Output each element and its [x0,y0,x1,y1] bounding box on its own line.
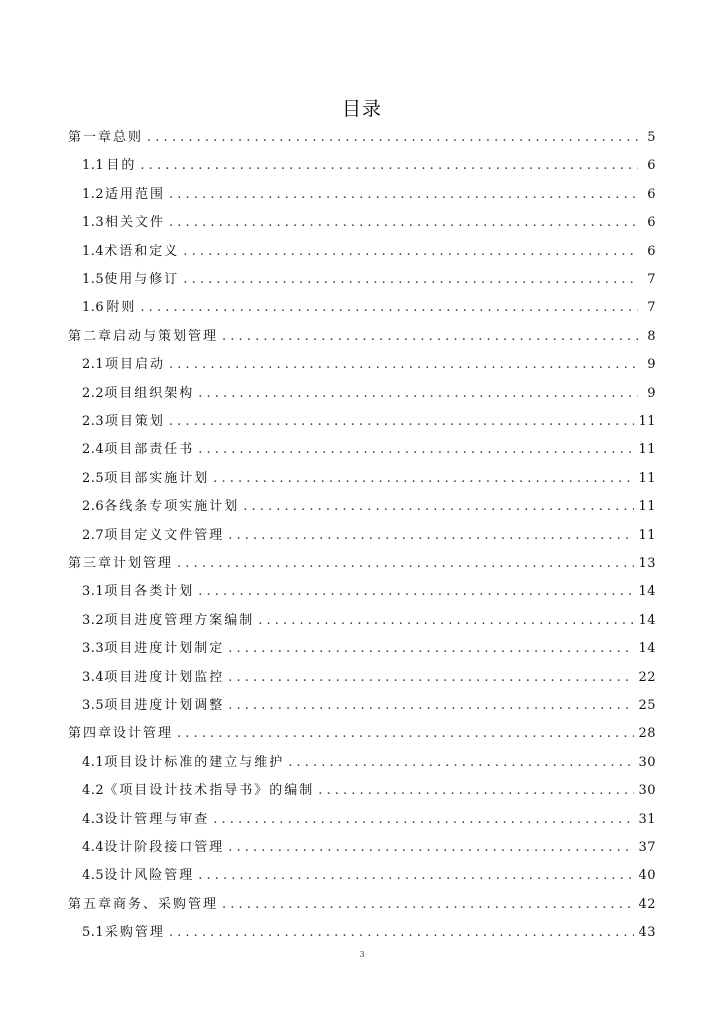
toc-dot-leader [213,812,634,828]
toc-entry-section[interactable] [68,834,656,856]
toc-entry-page: 14 [638,641,656,657]
toc-dot-leader [222,329,638,345]
toc-dot-leader [169,925,635,941]
toc-entry-label: 项目进度计划监控 [104,669,225,685]
toc-entry-label: 启动与策划管理 [113,328,219,344]
toc-entry-page: 43 [638,925,656,941]
toc-entry-number: 5.1 [82,925,105,941]
toc-entry-section[interactable] [68,181,656,203]
toc-entry-section[interactable] [68,408,656,430]
toc-entry-number: 第一章 [68,130,114,145]
toc-entry-section[interactable] [68,152,656,174]
toc-entry-number: 2.1 [82,357,105,373]
toc-entry-chapter[interactable] [68,891,656,913]
toc-entry-label: 项目进度计划调整 [104,698,225,713]
toc-dot-leader [228,670,634,686]
toc-entry-page: 7 [647,272,656,287]
toc-entry-number: 第五章 [68,896,114,912]
toc-entry-number: 1.4 [82,243,105,259]
toc-entry-number: 1.5 [82,272,105,287]
toc-entry-page: 9 [647,385,656,401]
toc-entry-label: 使用与修订 [104,272,180,287]
toc-dot-leader [169,357,638,373]
toc-entry-chapter[interactable] [68,550,656,572]
page-number-footer: 3 [359,950,365,959]
toc-entry-number: 4.4 [82,840,105,855]
toc-entry-label: 项目策划 [104,414,165,429]
toc-entry-label: 《项目设计技术指导书》的编制 [104,783,315,799]
toc-entry-page: 11 [638,414,656,429]
toc-dot-leader [228,641,634,657]
toc-entry-number: 2.3 [82,414,105,429]
toc-entry-label: 设计管理 [113,726,174,742]
toc-entry-label: 目的 [106,158,137,174]
toc-entry-label: 项目部实施计划 [104,470,210,486]
toc-dot-leader [177,556,634,572]
toc-entry-label: 商务、采购管理 [113,896,219,912]
toc-entry-label: 项目进度计划制定 [104,641,225,657]
toc-entry-section[interactable] [68,380,656,402]
toc-entry-number: 3.5 [82,698,105,713]
toc-entry-section[interactable] [68,436,656,458]
toc-entry-page: 11 [638,527,656,543]
toc-dot-leader [169,414,635,430]
toc-entry-label: 项目进度管理方案编制 [104,612,255,628]
toc-entry-section[interactable] [68,806,656,828]
toc-entry-number: 4.2 [82,783,105,799]
toc-entry-page: 6 [647,158,656,174]
toc-entry-section[interactable] [68,578,656,600]
toc-entry-number: 第二章 [68,328,114,344]
toc-entry-label: 设计管理与审查 [104,811,210,827]
toc-entry-number: 3.2 [82,612,105,628]
toc-entry-section[interactable] [68,238,656,260]
toc-entry-section[interactable] [68,692,656,714]
toc-dot-leader [198,584,634,600]
toc-entry-number: 第三章 [68,556,114,571]
toc-dot-leader [183,272,638,288]
toc-entry-page: 6 [647,215,656,231]
toc-dot-leader [258,613,634,629]
toc-entry-page: 37 [638,840,656,855]
toc-entry-number: 2.2 [82,385,105,401]
toc-entry-page: 22 [638,669,656,685]
toc-dot-leader [228,528,634,544]
toc-dot-leader [177,726,634,742]
toc-entry-page: 6 [647,186,656,202]
toc-entry-section[interactable] [68,294,656,316]
toc-dot-leader [288,755,634,771]
toc-entry-label: 设计阶段接口管理 [104,840,225,855]
toc-entry-page: 30 [638,754,656,770]
toc-entry-label: 项目定义文件管理 [104,527,225,543]
toc-entry-section[interactable] [68,635,656,657]
toc-title: 目录 [341,98,382,120]
toc-entry-label: 采购管理 [104,925,165,941]
toc-entry-page: 9 [647,357,656,373]
toc-entry-page: 6 [647,243,656,259]
toc-entry-label: 计划管理 [113,556,174,571]
toc-entry-section[interactable] [68,522,656,544]
toc-entry-number: 2.7 [82,527,105,543]
toc-entry-chapter[interactable] [68,124,656,146]
toc-entry-number: 4.5 [82,868,105,884]
toc-entry-page: 28 [638,726,656,742]
toc-entry-label: 设计风险管理 [104,868,195,884]
toc-entry-label: 项目各类计划 [104,584,195,600]
toc-entry-page: 8 [647,328,656,344]
toc-entry-number: 1.2 [82,186,105,202]
toc-entry-section[interactable] [68,266,656,288]
toc-dot-leader [228,840,634,856]
toc-entry-page: 11 [638,499,656,515]
toc-entry-page: 5 [647,130,656,145]
toc-dot-leader [243,499,634,515]
toc-entry-label: 附则 [106,300,137,316]
toc-entry-number: 2.5 [82,470,105,486]
toc-entry-label: 项目启动 [105,357,166,373]
toc-entry-number: 2.6 [82,499,105,515]
toc-entry-page: 7 [647,300,656,316]
toc-entry-section[interactable] [68,919,656,941]
toc-dot-leader [198,868,634,884]
toc-dot-leader [318,783,634,799]
toc-entry-label: 适用范围 [105,186,166,202]
toc-entry-number: 3.1 [82,584,105,600]
toc-entry-page: 11 [638,442,656,458]
toc-dot-leader [198,386,638,402]
toc-entry-page: 14 [638,612,656,628]
toc-entry-label: 项目组织架构 [104,385,195,401]
toc-entry-section[interactable] [68,351,656,373]
toc-entry-page: 42 [638,896,656,912]
toc-entry-page: 30 [638,783,656,799]
toc-entry-label: 各线条专项实施计划 [104,499,240,515]
toc-entry-label: 项目部责任书 [104,442,195,458]
toc-dot-leader [213,471,634,487]
toc-dot-leader [222,897,634,913]
toc-entry-page: 13 [638,556,656,571]
toc-entry-label: 术语和定义 [104,243,180,259]
toc-entry-number: 3.4 [82,669,105,685]
toc-entry-number: 2.4 [82,442,105,458]
toc-entry-page: 14 [638,584,656,600]
toc-entry-section[interactable] [68,862,656,884]
toc-entry-number: 1.6 [82,300,105,316]
toc-entry-number: 第四章 [68,726,114,742]
toc-entry-section[interactable] [68,664,656,686]
toc-entry-page: 25 [638,698,656,713]
toc-entry-chapter[interactable] [68,720,656,742]
toc-entry-page: 11 [638,470,656,486]
toc-dot-leader [147,130,638,146]
toc-entry-section[interactable] [68,749,656,771]
toc-entry-section[interactable] [68,777,656,799]
toc-entry-number: 4.1 [82,754,105,770]
toc-dot-leader [169,215,638,231]
toc-entry-section[interactable] [68,607,656,629]
toc-entry-number: 1.3 [82,215,105,231]
toc-entry-number: 3.3 [82,641,105,657]
toc-dot-leader [169,187,638,203]
toc-entry-label: 总则 [113,130,144,145]
toc-dot-leader [183,244,638,260]
toc-dot-leader [140,300,638,316]
toc-entry-page: 40 [638,868,656,884]
toc-dot-leader [198,442,634,458]
toc-entry-number: 1.1 [82,158,105,174]
toc-entry-page: 31 [638,811,656,827]
toc-entry-number: 4.3 [82,811,105,827]
toc-entry-section[interactable] [68,465,656,487]
toc-entry-section[interactable] [68,209,656,231]
toc-dot-leader [228,698,634,714]
toc-entry-section[interactable] [68,493,656,515]
toc-entry-label: 相关文件 [105,215,166,231]
toc-entry-chapter[interactable] [68,323,656,345]
toc-entry-label: 项目设计标准的建立与维护 [104,754,285,770]
toc-dot-leader [140,158,638,174]
